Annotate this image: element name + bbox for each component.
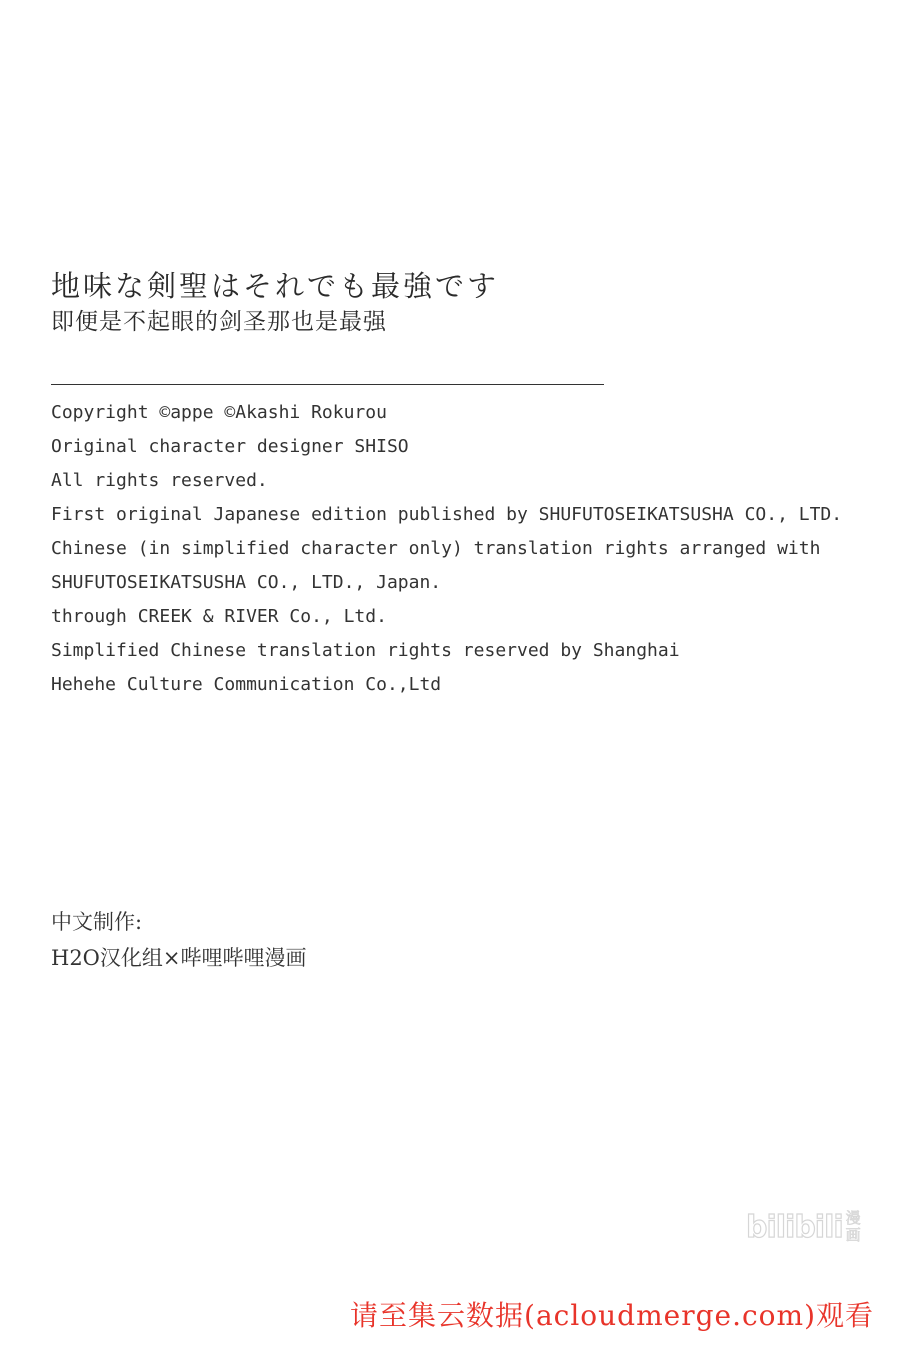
credit-line: Copyright ©appe ©Akashi Rokurou (51, 402, 387, 423)
logo-sub-char: 画 (845, 1226, 861, 1244)
credit-line: SHUFUTOSEIKATSUSHA CO., LTD., Japan. (51, 572, 442, 593)
copyright-credits (51, 396, 842, 702)
credit-line: Original character designer SHISO (51, 436, 409, 457)
logo-text: bilibili (746, 1209, 843, 1245)
production-team: H2O汉化组×哔哩哔哩漫画 (51, 946, 307, 970)
title-chinese: 即便是不起眼的剑圣那也是最强 (51, 309, 387, 335)
bilibili-logo-watermark (746, 1204, 871, 1250)
credit-line: First original Japanese edition published by SHUFUTOSEIKATSUSHA CO., LTD. (51, 504, 843, 525)
logo-sub (846, 1210, 861, 1244)
credit-line: Simplified Chinese translation rights reserved by Shanghai (51, 640, 680, 661)
title-block (51, 266, 499, 338)
credit-line: Hehehe Culture Communication Co.,Ltd (51, 674, 442, 695)
divider-line (51, 384, 604, 385)
footer-watch-link[interactable]: 请至集云数据(acloudmerge.com)观看 (350, 1299, 874, 1332)
production-credits (51, 904, 307, 976)
credit-line: through CREEK & RIVER Co., Ltd. (51, 606, 387, 627)
title-japanese: 地味な剣聖はそれでも最強です (51, 269, 500, 303)
production-label: 中文制作: (51, 910, 143, 934)
logo-sub-char: 漫 (845, 1209, 861, 1227)
credit-line: All rights reserved. (51, 470, 268, 491)
credit-line: Chinese (in simplified character only) translation rights arranged with (51, 538, 821, 559)
